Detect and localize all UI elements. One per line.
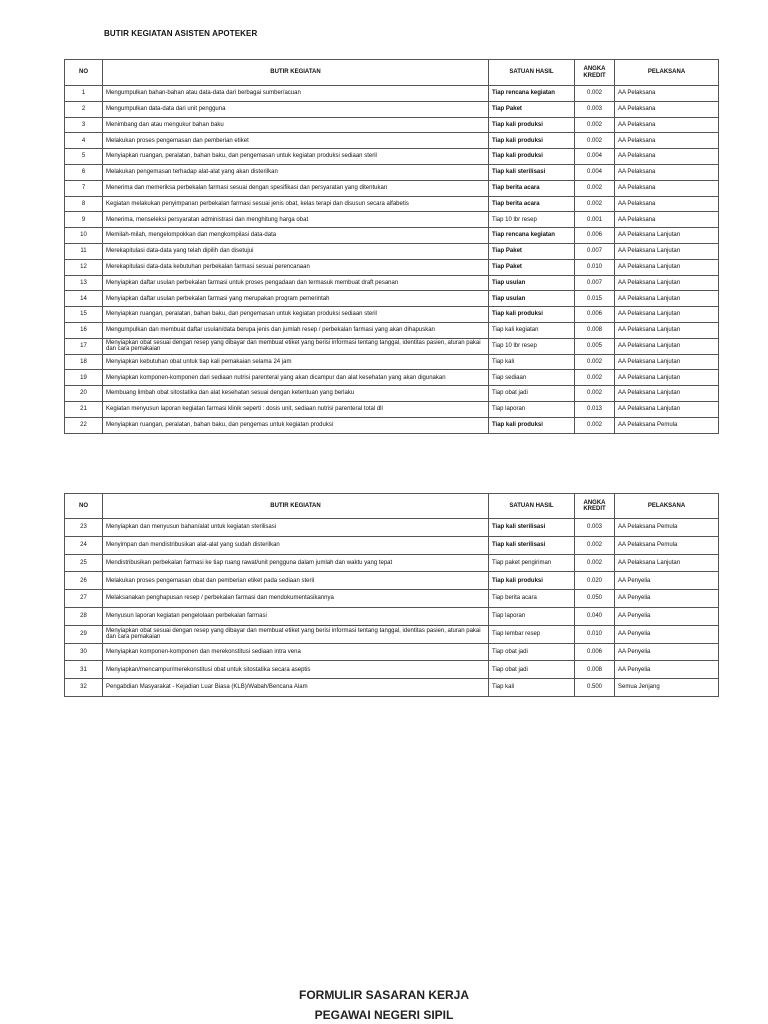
cell-no: 20 — [65, 386, 103, 402]
cell-no: 14 — [65, 291, 103, 307]
cell-pelaksana: AA Pelaksana — [615, 117, 719, 133]
header-angka-kredit: ANGKA KREDIT — [575, 60, 615, 86]
table-row — [65, 101, 719, 117]
cell-satuan-hasil: Tiap kali produksi — [489, 133, 575, 149]
cell-pelaksana: AA Penyelia — [615, 661, 719, 679]
cell-satuan-hasil: Tiap rencana kegiatan — [489, 86, 575, 102]
header-satuan-hasil: SATUAN HASIL — [489, 494, 575, 519]
cell-angka-kredit: 0.006 — [575, 228, 615, 244]
cell-pelaksana: Semua Jenjang — [615, 679, 719, 697]
cell-butir-kegiatan: Merekapitulasi data-data yang telah dipilih dan disetujui — [103, 243, 489, 259]
cell-angka-kredit: 0.010 — [575, 259, 615, 275]
cell-pelaksana: AA Pelaksana Pemula — [615, 417, 719, 433]
form-title-line-1: FORMULIR SASARAN KERJA — [298, 988, 469, 1002]
cell-butir-kegiatan: Kegiatan melakukan penyimpanan perbekalan farmasi sesuai jenis obat, kelas terapi dan disusun secara alfabetis — [103, 196, 489, 212]
cell-pelaksana: AA Pelaksana Lanjutan — [615, 259, 719, 275]
cell-satuan-hasil: Tiap kali produksi — [489, 417, 575, 433]
cell-angka-kredit: 0.002 — [575, 86, 615, 102]
cell-butir-kegiatan: Mengumpulkan data-data dari unit pengguna — [103, 101, 489, 117]
cell-butir-kegiatan: Menimbang dan atau mengukur bahan baku — [103, 117, 489, 133]
cell-butir-kegiatan: Membuang limbah obat sitostatika dan alat kesehatan sesuai dengan ketentuan yang berlaku — [103, 386, 489, 402]
cell-no: 21 — [65, 401, 103, 417]
cell-no: 3 — [65, 117, 103, 133]
cell-no: 1 — [65, 86, 103, 102]
table-row — [65, 354, 719, 370]
cell-pelaksana: AA Pelaksana Lanjutan — [615, 322, 719, 338]
cell-no: 9 — [65, 212, 103, 228]
cell-butir-kegiatan: Menyiapkan ruangan, peralatan, bahan baku, dan pengemasan untuk kegiatan produksi sediaan steril — [103, 307, 489, 323]
cell-pelaksana: AA Pelaksana Lanjutan — [615, 228, 719, 244]
cell-angka-kredit: 0.050 — [575, 590, 615, 608]
cell-satuan-hasil: Tiap kali produksi — [489, 572, 575, 590]
table-row — [65, 117, 719, 133]
cell-angka-kredit: 0.002 — [575, 386, 615, 402]
cell-pelaksana: AA Penyelia — [615, 625, 719, 643]
table-header-row — [65, 494, 719, 519]
cell-satuan-hasil: Tiap berita acara — [489, 180, 575, 196]
cell-pelaksana: AA Pelaksana Lanjutan — [615, 554, 719, 572]
cell-pelaksana: AA Penyelia — [615, 643, 719, 661]
cell-angka-kredit: 0.005 — [575, 338, 615, 354]
cell-butir-kegiatan: Kegiatan menyusun laporan kegiatan farmasi klinik seperti : dosis unit, sediaan nutrisi parenteral total dll — [103, 401, 489, 417]
cell-angka-kredit: 0.004 — [575, 149, 615, 165]
cell-pelaksana: AA Pelaksana — [615, 86, 719, 102]
cell-butir-kegiatan: Melaksanakan penghapusan resep / perbekalan farmasi dan mendokumentasikannya — [103, 590, 489, 608]
cell-pelaksana: AA Pelaksana Lanjutan — [615, 307, 719, 323]
cell-butir-kegiatan: Menerima, menseleksi persyaratan administrasi dan menghitung harga obat — [103, 212, 489, 228]
cell-pelaksana: AA Penyelia — [615, 590, 719, 608]
cell-angka-kredit: 0.008 — [575, 661, 615, 679]
cell-angka-kredit: 0.003 — [575, 519, 615, 537]
cell-pelaksana: AA Pelaksana — [615, 196, 719, 212]
cell-satuan-hasil: Tiap kali — [489, 679, 575, 697]
table-row — [65, 386, 719, 402]
table-row — [65, 370, 719, 386]
cell-butir-kegiatan: Pengabdian Masyarakat - Kejadian Luar Biasa (KLB)/Wabah/Bencana Alam — [103, 679, 489, 697]
cell-satuan-hasil: Tiap kali produksi — [489, 149, 575, 165]
cell-angka-kredit: 0.001 — [575, 212, 615, 228]
cell-angka-kredit: 0.008 — [575, 322, 615, 338]
cell-satuan-hasil: Tiap Paket — [489, 259, 575, 275]
cell-no: 8 — [65, 196, 103, 212]
table-row — [65, 572, 719, 590]
cell-no: 11 — [65, 243, 103, 259]
form-title-line-2: PEGAWAI NEGERI SIPIL — [314, 1008, 454, 1022]
cell-no: 18 — [65, 354, 103, 370]
cell-satuan-hasil: Tiap laporan — [489, 401, 575, 417]
header-no: NO — [65, 494, 103, 519]
table-row — [65, 86, 719, 102]
cell-no: 4 — [65, 133, 103, 149]
cell-satuan-hasil: Tiap kali sterilisasi — [489, 536, 575, 554]
cell-butir-kegiatan: Menyiapkan dan menyusun bahan/alat untuk kegiatan sterilisasi — [103, 519, 489, 537]
cell-pelaksana: AA Pelaksana Lanjutan — [615, 243, 719, 259]
cell-butir-kegiatan: Menyiapkan daftar usulan perbekalan farmasi untuk proses pengadaan dan termasuk membuat draft pesanan — [103, 275, 489, 291]
cell-butir-kegiatan: Menyiapkan daftar usulan perbekalan farmasi yang merupakan program pemerintah — [103, 291, 489, 307]
document-title: BUTIR KEGIATAN ASISTEN APOTEKER — [104, 29, 258, 38]
cell-pelaksana: AA Pelaksana Lanjutan — [615, 291, 719, 307]
table-row — [65, 291, 719, 307]
cell-pelaksana: AA Pelaksana Lanjutan — [615, 275, 719, 291]
cell-angka-kredit: 0.006 — [575, 643, 615, 661]
cell-satuan-hasil: Tiap Paket — [489, 243, 575, 259]
cell-satuan-hasil: Tiap kali produksi — [489, 307, 575, 323]
cell-no: 22 — [65, 417, 103, 433]
cell-angka-kredit: 0.002 — [575, 417, 615, 433]
cell-angka-kredit: 0.002 — [575, 554, 615, 572]
cell-angka-kredit: 0.002 — [575, 536, 615, 554]
cell-butir-kegiatan: Menyiapkan obat sesuai dengan resep yang dibayar dan membuat etiket yang berisi informasi tentang tanggal, identitas pasien, aturan pakai dan cara pemakaian — [103, 338, 489, 354]
cell-angka-kredit: 0.010 — [575, 625, 615, 643]
cell-no: 24 — [65, 536, 103, 554]
header-butir-kegiatan: BUTIR KEGIATAN — [103, 494, 489, 519]
table-row — [65, 180, 719, 196]
table-row — [65, 228, 719, 244]
cell-angka-kredit: 0.002 — [575, 117, 615, 133]
cell-butir-kegiatan: Mengumpulkan dan membuat daftar usulan/data berupa jenis dan jumlah resep / perbekalan farmasi yang akan dihapuskan — [103, 322, 489, 338]
table-row — [65, 679, 719, 697]
cell-no: 10 — [65, 228, 103, 244]
table-row — [65, 149, 719, 165]
cell-satuan-hasil: Tiap usulan — [489, 291, 575, 307]
cell-satuan-hasil: Tiap kali — [489, 354, 575, 370]
cell-pelaksana: AA Pelaksana — [615, 180, 719, 196]
table-row — [65, 519, 719, 537]
cell-no: 6 — [65, 164, 103, 180]
cell-pelaksana: AA Pelaksana Pemula — [615, 519, 719, 537]
cell-no: 26 — [65, 572, 103, 590]
table-row — [65, 164, 719, 180]
header-butir-kegiatan: BUTIR KEGIATAN — [103, 60, 489, 86]
cell-butir-kegiatan: Menyiapkan komponen-komponen dan merekonstitusi sediaan intra vena — [103, 643, 489, 661]
table-row — [65, 212, 719, 228]
cell-pelaksana: AA Penyelia — [615, 607, 719, 625]
cell-angka-kredit: 0.002 — [575, 370, 615, 386]
cell-butir-kegiatan: Menyiapkan ruangan, peralatan, bahan baku, dan pengemas untuk kegiatan produksi — [103, 417, 489, 433]
cell-no: 31 — [65, 661, 103, 679]
cell-no: 12 — [65, 259, 103, 275]
cell-no: 29 — [65, 625, 103, 643]
cell-angka-kredit: 0.002 — [575, 196, 615, 212]
table-row — [65, 417, 719, 433]
cell-pelaksana: AA Pelaksana Lanjutan — [615, 354, 719, 370]
cell-butir-kegiatan: Menyusun laporan kegiatan pengelolaan perbekalan farmasi — [103, 607, 489, 625]
cell-satuan-hasil: Tiap usulan — [489, 275, 575, 291]
cell-satuan-hasil: Tiap sediaan — [489, 370, 575, 386]
cell-angka-kredit: 0.006 — [575, 307, 615, 323]
cell-butir-kegiatan: Merekapitulasi data-data kebutuhan perbekalan farmasi sesuai perencanaan — [103, 259, 489, 275]
cell-satuan-hasil: Tiap kali kegiatan — [489, 322, 575, 338]
header-pelaksana: PELAKSANA — [615, 494, 719, 519]
cell-no: 7 — [65, 180, 103, 196]
table-row — [65, 196, 719, 212]
cell-pelaksana: AA Penyelia — [615, 572, 719, 590]
cell-butir-kegiatan: Melakukan proses pengemasan obat dan pemberian etiket pada sediaan steril — [103, 572, 489, 590]
cell-no: 15 — [65, 307, 103, 323]
cell-butir-kegiatan: Mengumpulkan bahan-bahan atau data-data dari berbagai sumber/acuan — [103, 86, 489, 102]
cell-no: 13 — [65, 275, 103, 291]
cell-angka-kredit: 0.013 — [575, 401, 615, 417]
cell-no: 19 — [65, 370, 103, 386]
cell-satuan-hasil: Tiap lembar resep — [489, 625, 575, 643]
table-row — [65, 590, 719, 608]
cell-butir-kegiatan: Memilah-milah, mengelompokkan dan mengkompilasi data-data — [103, 228, 489, 244]
cell-satuan-hasil: Tiap berita acara — [489, 196, 575, 212]
cell-no: 28 — [65, 607, 103, 625]
cell-satuan-hasil: Tiap Paket — [489, 101, 575, 117]
cell-angka-kredit: 0.007 — [575, 243, 615, 259]
cell-no: 32 — [65, 679, 103, 697]
cell-satuan-hasil: Tiap kali sterilisasi — [489, 164, 575, 180]
table-row — [65, 243, 719, 259]
cell-angka-kredit: 0.007 — [575, 275, 615, 291]
cell-pelaksana: AA Pelaksana — [615, 101, 719, 117]
cell-no: 30 — [65, 643, 103, 661]
header-angka-kredit: ANGKA KREDIT — [575, 494, 615, 519]
cell-butir-kegiatan: Menyiapkan kebutuhan obat untuk tiap kali pemakaian selama 24 jam — [103, 354, 489, 370]
table-row — [65, 401, 719, 417]
cell-satuan-hasil: Tiap obat jadi — [489, 643, 575, 661]
table-row — [65, 661, 719, 679]
cell-pelaksana: AA Pelaksana — [615, 164, 719, 180]
header-no: NO — [65, 60, 103, 86]
cell-satuan-hasil: Tiap berita acara — [489, 590, 575, 608]
header-pelaksana: PELAKSANA — [615, 60, 719, 86]
header-satuan-hasil: SATUAN HASIL — [489, 60, 575, 86]
cell-butir-kegiatan: Menyiapkan ruangan, peralatan, bahan baku, dan pengemasan untuk kegiatan produksi sediaan steril — [103, 149, 489, 165]
table-row — [65, 307, 719, 323]
cell-angka-kredit: 0.015 — [575, 291, 615, 307]
butir-kegiatan-table-2 — [64, 493, 719, 697]
cell-no: 16 — [65, 322, 103, 338]
table-row — [65, 607, 719, 625]
cell-pelaksana: AA Pelaksana Lanjutan — [615, 338, 719, 354]
butir-kegiatan-table-1 — [64, 59, 719, 434]
table-row — [65, 554, 719, 572]
table-row — [65, 133, 719, 149]
cell-no: 27 — [65, 590, 103, 608]
cell-angka-kredit: 0.002 — [575, 180, 615, 196]
cell-butir-kegiatan: Mendistribusikan perbekalan farmasi ke tiap ruang rawat/unit pengguna dalam jumlah dan waktu yang tepat — [103, 554, 489, 572]
cell-satuan-hasil: Tiap 10 lbr resep — [489, 338, 575, 354]
cell-satuan-hasil: Tiap kali produksi — [489, 117, 575, 133]
table-header-row — [65, 60, 719, 86]
cell-angka-kredit: 0.020 — [575, 572, 615, 590]
table-row — [65, 625, 719, 643]
table-row — [65, 275, 719, 291]
cell-angka-kredit: 0.500 — [575, 679, 615, 697]
cell-satuan-hasil: Tiap paket pengiriman — [489, 554, 575, 572]
cell-butir-kegiatan: Menyiapkan/mencampur/merekonstitusi obat untuk sitostatika secara aseptis — [103, 661, 489, 679]
cell-pelaksana: AA Pelaksana Lanjutan — [615, 370, 719, 386]
table-row — [65, 536, 719, 554]
cell-pelaksana: AA Pelaksana — [615, 149, 719, 165]
cell-pelaksana: AA Pelaksana Lanjutan — [615, 401, 719, 417]
cell-butir-kegiatan: Menyimpan dan mendistribusikan alat-alat yang sudah disterilkan — [103, 536, 489, 554]
table-row — [65, 322, 719, 338]
cell-no: 25 — [65, 554, 103, 572]
cell-angka-kredit: 0.002 — [575, 133, 615, 149]
cell-butir-kegiatan: Melakukan proses pengemasan dan pemberian etiket — [103, 133, 489, 149]
cell-no: 2 — [65, 101, 103, 117]
cell-butir-kegiatan: Menyiapkan obat sesuai dengan resep yang dibayar dan membuat etiket yang berisi informasi tentang tanggal, identitas pasien, aturan pakai dan cara pemakaian — [103, 625, 489, 643]
cell-no: 23 — [65, 519, 103, 537]
cell-angka-kredit: 0.003 — [575, 101, 615, 117]
cell-satuan-hasil: Tiap 10 lbr resep — [489, 212, 575, 228]
cell-satuan-hasil: Tiap laporan — [489, 607, 575, 625]
cell-satuan-hasil: Tiap rencana kegiatan — [489, 228, 575, 244]
cell-butir-kegiatan: Melakukan pengemasan terhadap alat-alat yang akan disterilkan — [103, 164, 489, 180]
cell-satuan-hasil: Tiap obat jadi — [489, 386, 575, 402]
cell-butir-kegiatan: Menerima dan memeriksa perbekalan farmasi sesuai dengan spesifikasi dan persyaratan yang ditentukan — [103, 180, 489, 196]
cell-pelaksana: AA Pelaksana Lanjutan — [615, 386, 719, 402]
cell-no: 17 — [65, 338, 103, 354]
cell-angka-kredit: 0.040 — [575, 607, 615, 625]
table-row — [65, 338, 719, 354]
cell-satuan-hasil: Tiap kali sterilisasi — [489, 519, 575, 537]
cell-angka-kredit: 0.002 — [575, 354, 615, 370]
cell-satuan-hasil: Tiap obat jadi — [489, 661, 575, 679]
cell-pelaksana: AA Pelaksana — [615, 133, 719, 149]
cell-pelaksana: AA Pelaksana — [615, 212, 719, 228]
table-row — [65, 259, 719, 275]
cell-pelaksana: AA Pelaksana Pemula — [615, 536, 719, 554]
cell-no: 5 — [65, 149, 103, 165]
cell-angka-kredit: 0.004 — [575, 164, 615, 180]
table-row — [65, 643, 719, 661]
cell-butir-kegiatan: Menyiapkan komponen-komponen dari sediaan nutrisi parenteral yang akan dicampur dan alat kesehatan yang akan digunakan — [103, 370, 489, 386]
